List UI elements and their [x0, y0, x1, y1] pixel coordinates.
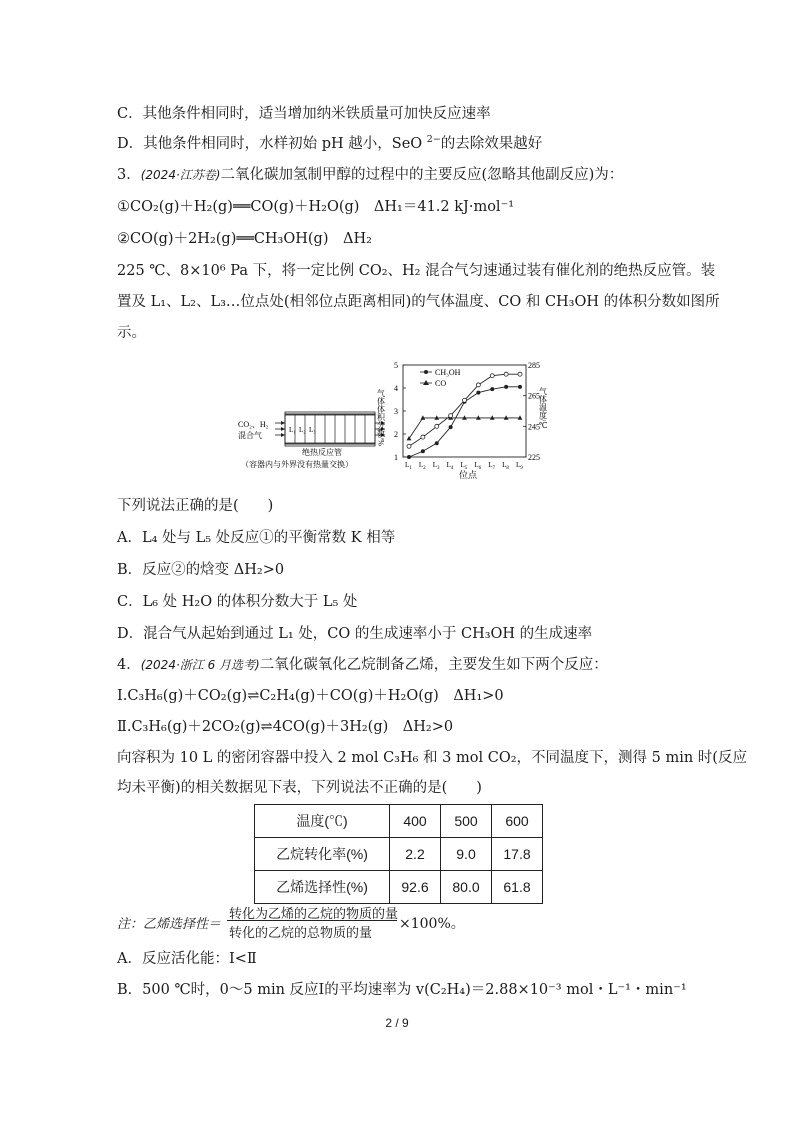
table-row	[255, 838, 543, 871]
y2-tick-label: 265	[528, 391, 540, 401]
legend-label-ch3oh: CH₃OH	[435, 368, 461, 377]
q4-para-2: 均未平衡)的相关数据见下表，下列说法不正确的是( )	[117, 780, 482, 796]
y2-tick-label: 225	[528, 453, 540, 462]
x-tick-label: $L_9$	[516, 461, 523, 471]
plot-frame	[403, 365, 526, 457]
reactor-note: （容器内与外界没有热量交换）	[241, 460, 353, 469]
data-point	[490, 374, 494, 378]
x-tick-label: $L_6$	[474, 461, 482, 471]
q4-para-1: 向容积为 10 L 的密闭容器中投入 2 mol C₃H₆ 和 3 mol CO₂，不同温度下，测得 5 min 时(反应	[117, 750, 747, 766]
data-point	[476, 383, 480, 387]
q3-stem: 3．(2024·江苏卷)二氧化碳加氢制甲醇的过程中的主要反应(忽略其他副反应)为：	[117, 167, 624, 183]
y-tick-label: 5	[394, 361, 398, 370]
table-cell: 61.8	[492, 871, 543, 904]
series-line	[409, 418, 520, 439]
left-axis-label: 气体体积分数/%	[376, 389, 386, 446]
table-cell: 80.0	[441, 871, 492, 904]
data-point	[435, 424, 439, 428]
q4-option-b: B．500 ℃时，0～5 min 反应Ⅰ的平均速率为 v(C₂H₄)＝2.88×10⁻³ mol・L⁻¹・min⁻¹	[117, 982, 687, 998]
q3-option-c: C．L₆ 处 H₂O 的体积分数大于 L₅ 处	[117, 594, 358, 610]
q3-option-b: B．反应②的焓变 ΔH₂>0	[117, 562, 285, 578]
fraction-bar	[227, 920, 397, 921]
table-cell: 9.0	[441, 838, 492, 871]
reactor-segment-l1: L₁	[289, 426, 296, 434]
x-tick-label: $L_5$	[460, 461, 468, 471]
table-header-temp: 600	[492, 805, 543, 838]
legend-marker-co	[423, 380, 429, 385]
table-cell: 2.2	[390, 838, 441, 871]
data-point	[518, 385, 522, 389]
q3-eq1: ①CO₂(g)＋H₂(g)══CO(g)＋H₂O(g) ΔH₁＝41.2 kJ·mol⁻¹	[117, 199, 515, 215]
q4-reaction-2: Ⅱ.C₃H₆(g)＋2CO₂(g)⇌4CO(g)＋3H₂(g) ΔH₂>0	[117, 719, 454, 735]
x-tick-label: $L_3$	[432, 461, 440, 471]
q3-para-2: 置及 L₁、L₂、L₃…位点处(相邻位点距离相同)的气体温度、CO 和 CH₃OH 的体积分数如图所	[117, 294, 720, 310]
table-cell: 92.6	[390, 871, 441, 904]
data-point	[476, 391, 480, 395]
y-tick-label: 1	[394, 453, 398, 462]
data-point	[407, 444, 411, 448]
chart-legend	[420, 368, 461, 388]
line-d-prev: D．其他条件相同时，水样初始 pH 越小，SeO $^{2-}$的去除效果越好	[117, 134, 543, 152]
legend-marker-ch3oh	[424, 370, 428, 374]
data-point	[518, 372, 522, 376]
data-point	[449, 425, 453, 429]
q4-stem: 4．(2024·浙江 6 月选考)二氧化碳氧化乙烷制备乙烯，主要发生如下两个反应：	[117, 657, 608, 673]
footnote-suffix: ×100%。	[399, 916, 465, 932]
q4-reaction-1: Ⅰ.C₃H₆(g)＋CO₂(g)⇌C₂H₄(g)＋CO(g)＋H₂O(g) ΔH₁>0	[117, 688, 504, 704]
x-tick-label: $L_7$	[488, 461, 496, 471]
data-point	[407, 455, 411, 459]
reactor-segment-l3: L₃	[309, 426, 316, 434]
table-row-label: 乙烯选择性(%)	[255, 871, 390, 904]
table-header-temp: 400	[390, 805, 441, 838]
y2-tick-label: 245	[528, 422, 540, 432]
reactor-label: 绝热反应管	[302, 448, 342, 457]
x-tick-label: $L_1$	[405, 461, 412, 471]
x-tick-label: $L_8$	[502, 461, 509, 471]
data-point	[421, 449, 425, 453]
y-tick-label: 4	[394, 384, 398, 393]
line-c-prev: C．其他条件相同时，适当增加纳米铁质量可加快反应速率	[117, 106, 491, 122]
table-header-label: 温度(℃)	[255, 805, 390, 838]
q4-option-a: A．反应活化能：Ⅰ<Ⅱ	[117, 951, 257, 967]
q3-figure	[237, 357, 567, 482]
y-tick-label: 2	[394, 430, 398, 439]
table-row	[255, 871, 543, 904]
chart-plot	[394, 361, 540, 471]
footnote-prefix: 注：乙烯选择性＝	[117, 917, 222, 932]
footnote-denominator: 转化的乙烷的总物质的量	[229, 926, 373, 941]
data-point	[463, 398, 467, 402]
x-tick-label: $L_4$	[446, 461, 454, 471]
selectivity-footnote	[117, 903, 537, 939]
y-tick-label: 3	[394, 407, 398, 416]
q3-option-d: D．混合气从起始到通过 L₁ 处，CO 的生成速率小于 CH₃OH 的生成速率	[117, 626, 593, 642]
data-point	[504, 372, 508, 376]
inlet-label-1: CO₂、H₂	[238, 420, 269, 429]
page-number: 2 / 9	[385, 1016, 409, 1030]
data-point	[449, 414, 453, 418]
table-header-temp: 500	[441, 805, 492, 838]
q3-eq2: ②CO(g)＋2H₂(g)══CH₃OH(g) ΔH₂	[117, 231, 372, 247]
q3-ask: 下列说法正确的是( )	[117, 498, 274, 514]
right-axis-label: 气体温度/℃	[538, 387, 548, 431]
reactor-segment-l2: L₂	[299, 426, 306, 434]
footnote-numerator: 转化为乙烯的乙烷的物质的量	[229, 907, 399, 922]
q3-para-1: 225 ℃、8×10⁶ Pa 下，将一定比例 CO₂、H₂ 混合气匀速通过装有催化剂的绝热反应管。装	[117, 263, 716, 279]
table-cell: 17.8	[492, 838, 543, 871]
table-row-label: 乙烷转化率(%)	[255, 838, 390, 871]
series-line	[409, 387, 520, 457]
inlet-label-2: 混合气	[238, 431, 262, 440]
x-tick-label: $L_2$	[418, 461, 426, 471]
series-line	[409, 374, 520, 446]
table-header-row	[255, 805, 543, 838]
q4-data-table	[254, 804, 543, 904]
x-axis-label: 位点	[459, 470, 478, 480]
legend-label-co: CO	[435, 379, 447, 388]
data-point	[490, 387, 494, 391]
data-point	[421, 435, 425, 439]
data-point	[435, 441, 439, 445]
y2-tick-label: 285	[528, 361, 540, 370]
q3-para-3: 示。	[117, 325, 146, 341]
reactor-diagram	[238, 412, 385, 469]
data-point	[504, 385, 508, 389]
q3-option-a: A．L₄ 处与 L₅ 处反应①的平衡常数 K 相等	[117, 530, 396, 546]
